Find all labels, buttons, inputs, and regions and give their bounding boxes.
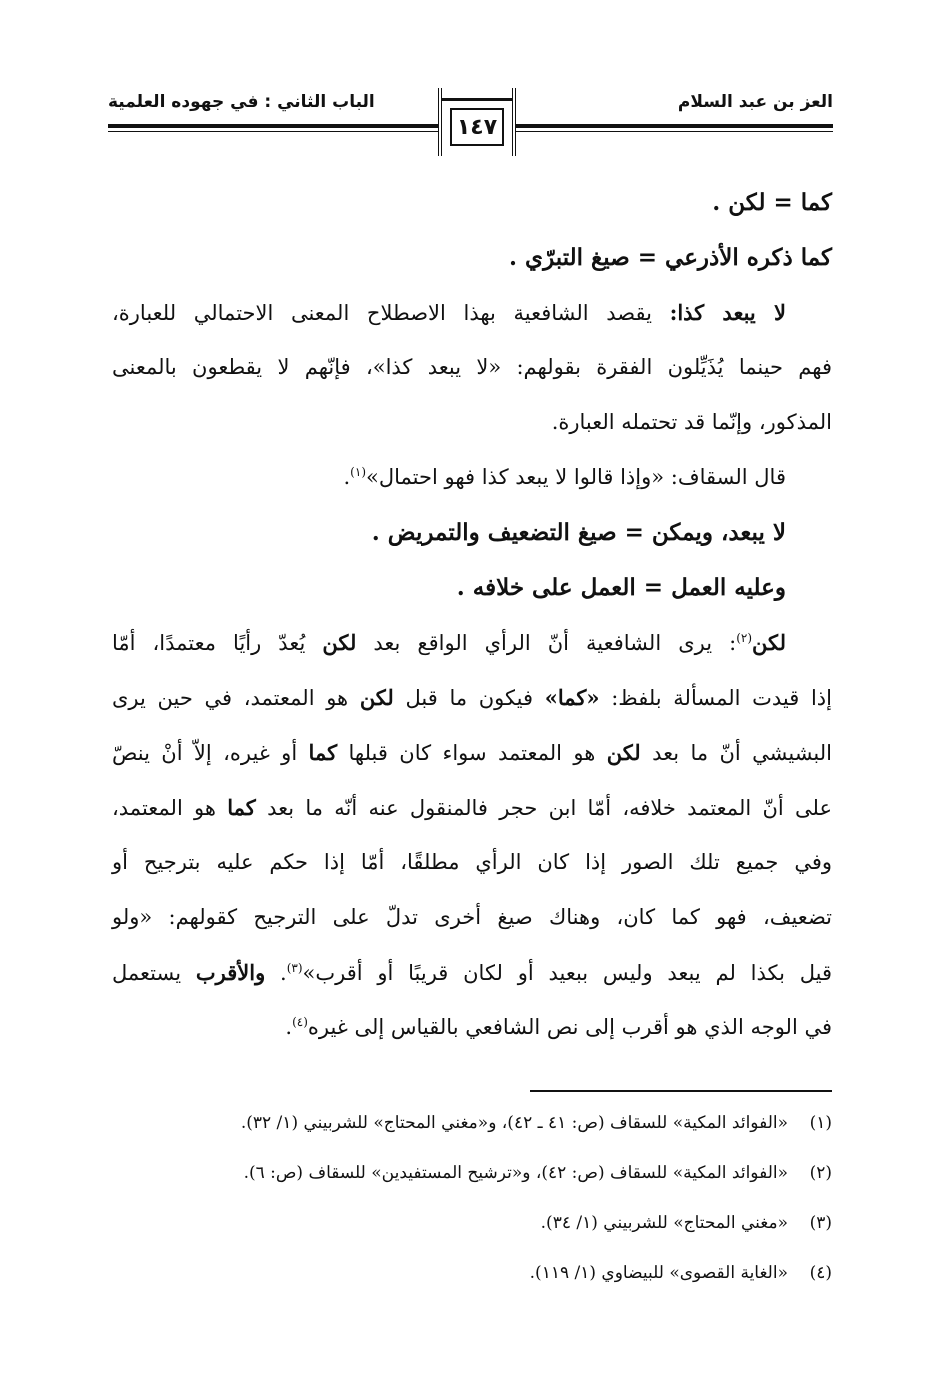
text-line-10 [112,670,832,725]
text-line-15 [112,945,832,1000]
footnote-number: (٤) [809,1263,832,1283]
term-lakin: لكن [752,630,786,655]
quote-segment: قال السقاف: «وإذا قالوا لا يبعد كذا فهو احتمال» [366,465,786,489]
text-line-1: كما = لكن . [712,189,832,216]
text-segment: فيكون ما قبل [405,686,534,710]
footnote-text: «الفوائد المكية» للسقاف (ص: ٤١ ـ ٤٢)، و«مغني المحتاج» للشربيني (١/ ٣٢). [240,1113,788,1133]
keyword: كما [227,795,256,820]
text-line-13: وفي جميع تلك الصور إذا كان الرأي مطلقًا، أمّا إذا حكم عليه بترجيح أو [112,850,832,874]
text-line-14: تضعيف، فهو كما كان، وهناك صيغ أخرى تدلّ على الترجيح كقولهم: «ولو [112,905,832,929]
footnote-ref-3: (٣) [286,961,303,975]
footnote-ref-1: (١) [350,465,366,479]
footnote-number: (٢) [809,1163,832,1183]
text-line-11 [112,725,832,780]
text-line-3 [112,285,832,340]
page-header [108,88,833,166]
running-title-left: الباب الثاني : في جهوده العلمية [108,92,375,112]
text-line-4: فهم حينما يُذَيِّلون الفقرة بقولهم: «لا يبعد كذا»، فإنّهم لا يقطعون بالمعنى [112,355,832,379]
punctuation: . [265,961,287,985]
footnote-item [112,1248,832,1298]
text-line-8: وعليه العمل = العمل على خلافه . [456,574,786,601]
text-segment: هو المعتمد، [112,796,216,820]
footnotes [112,1098,832,1298]
text-segment: يُعدّ رأيًا معتمدًا، أمّا [112,631,306,655]
header-rule-right-thin [515,131,833,132]
footnote-ref-2: (٢) [736,631,753,645]
footnote-ref-4: (٤) [292,1015,308,1029]
text-segment: هو المعتمد سواء كان قبلها [348,741,596,765]
keyword: لكن [322,630,357,655]
header-rule-left-thin [108,131,438,132]
text-segment: أو غيره، إلاّ أنْ ينصّ [112,741,298,765]
keyword: «كما» [544,685,600,710]
keyword: لكن [606,740,641,765]
keyword: والأقرب [195,960,266,985]
footnote-text: «الفوائد المكية» للسقاف (ص: ٤٢)، و«ترشيح المستفيدين» للسقاف (ص: ٦). [243,1163,788,1183]
page-number: ١٤٧ [450,108,504,146]
term-la-yabud: لا يبعد كذا: [669,300,786,325]
text-line-6 [112,450,832,505]
running-title-right: العز بن عبد السلام [677,92,833,112]
text-line-5: المذكور، وإنّما قد تحتمله العبارة. [551,410,832,434]
text-segment: قيل بكذا لم يبعد وليس ببعيد أو لكان قريبًا أو أقرب» [302,961,832,985]
footnote-item [112,1098,832,1148]
text-segment: يستعمل [112,961,182,985]
keyword: كما [308,740,338,765]
text-segment: : يرى الشافعية أنّ الرأي الواقع بعد [373,631,737,655]
text-segment: هو المعتمد، في حين يرى [112,686,349,710]
text-line-7: لا يبعد، ويمكن = صيغ التضعيف والتمريض . [371,519,786,546]
text-segment: في الوجه الذي هو أقرب إلى نص الشافعي بالقياس إلى غيره [307,1015,832,1039]
footnote-number: (٣) [809,1213,832,1233]
header-rule-left [108,124,438,128]
page-number-frame [438,88,516,156]
text-line-12 [112,780,832,835]
footnote-text: «مغني المحتاج» للشربيني (١/ ٣٤). [540,1213,788,1233]
header-rule-right [515,124,833,128]
footnote-number: (١) [809,1113,832,1133]
text-segment: على أنّ المعتمد خلافه، أمّا ابن حجر فالمنقول عنه أنّه ما بعد [267,796,832,820]
text-line-16 [112,1000,832,1055]
keyword: لكن [359,685,394,710]
page-number-top-bar [442,98,512,101]
footnote-item [112,1148,832,1198]
footnote-item [112,1198,832,1248]
text-segment: إذا قيدت المسألة بلفظ: [611,686,832,710]
main-text [112,175,832,1055]
footnote-text: «الغاية القصوى» للبيضاوي (١/ ١١٩). [529,1263,788,1283]
text-segment: يقصد الشافعية بهذا الاصطلاح المعنى الاحتمالي للعبارة، [112,301,652,325]
punctuation: . [285,1015,293,1039]
text-line-2: كما ذكره الأذرعي = صيغ التبرّي . [509,244,832,271]
text-line-9 [112,615,832,670]
text-segment: البشيشي أنّ ما بعد [652,741,832,765]
punctuation: . [343,465,351,489]
footnote-separator [530,1090,832,1092]
